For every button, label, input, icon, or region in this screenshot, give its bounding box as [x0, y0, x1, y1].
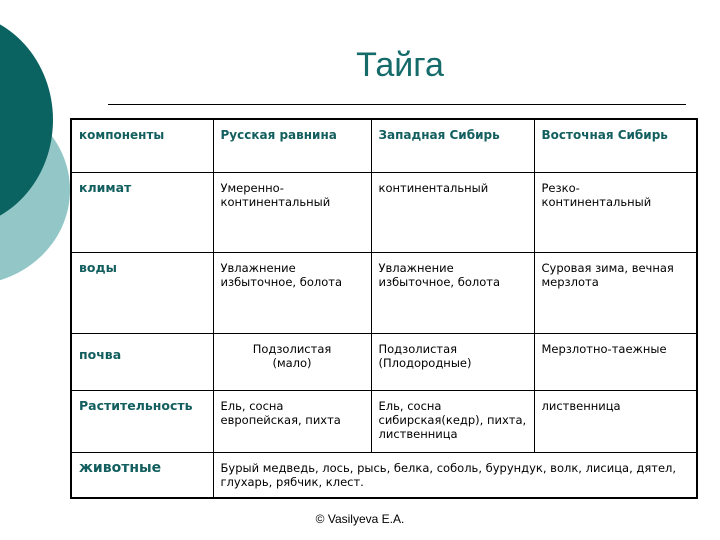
table-row — [71, 453, 697, 499]
header-cell: Восточная Сибирь — [534, 119, 697, 173]
table-cell: Бурый медведь, лось, рысь, белка, соболь, бурундук, волк, лисица, дятел, глухарь, рябчик, клест. — [213, 453, 697, 499]
row-label: почва — [71, 334, 213, 391]
table-cell: Увлажнение избыточное, болота — [371, 253, 534, 334]
table-cell: Ель, сосна сибирская(кедр), пихта, лиственница — [371, 391, 534, 453]
slide-title: Тайга — [356, 46, 444, 84]
taiga-table — [70, 118, 698, 499]
row-label: воды — [71, 253, 213, 334]
header-cell: Западная Сибирь — [371, 119, 534, 173]
row-label: Растительность — [71, 391, 213, 453]
footer-copyright: © Vasilyeva E.A. — [315, 512, 405, 526]
table-cell: Умеренно-континентальный — [213, 173, 371, 253]
table-cell: Подзолистая (мало) — [213, 334, 371, 391]
title-divider — [108, 104, 686, 105]
row-label: климат — [71, 173, 213, 253]
table-cell: Подзолистая (Плодородные) — [371, 334, 534, 391]
header-cell: Русская равнина — [213, 119, 371, 173]
decorative-circles — [0, 0, 72, 300]
table-cell: лиственница — [534, 391, 697, 453]
table-header-row — [71, 119, 697, 173]
table-row — [71, 334, 697, 391]
table-cell: континентальный — [371, 173, 534, 253]
table-row — [71, 253, 697, 334]
table-row — [71, 391, 697, 453]
table-cell: Суровая зима, вечная мерзлота — [534, 253, 697, 334]
table-cell: Ель, сосна европейская, пихта — [213, 391, 371, 453]
table-cell: Мерзлотно-таежные — [534, 334, 697, 391]
table-cell: Увлажнение избыточное, болота — [213, 253, 371, 334]
table-row — [71, 173, 697, 253]
header-cell: компоненты — [71, 119, 213, 173]
row-label: животные — [71, 453, 213, 499]
table-cell: Резко-континентальный — [534, 173, 697, 253]
